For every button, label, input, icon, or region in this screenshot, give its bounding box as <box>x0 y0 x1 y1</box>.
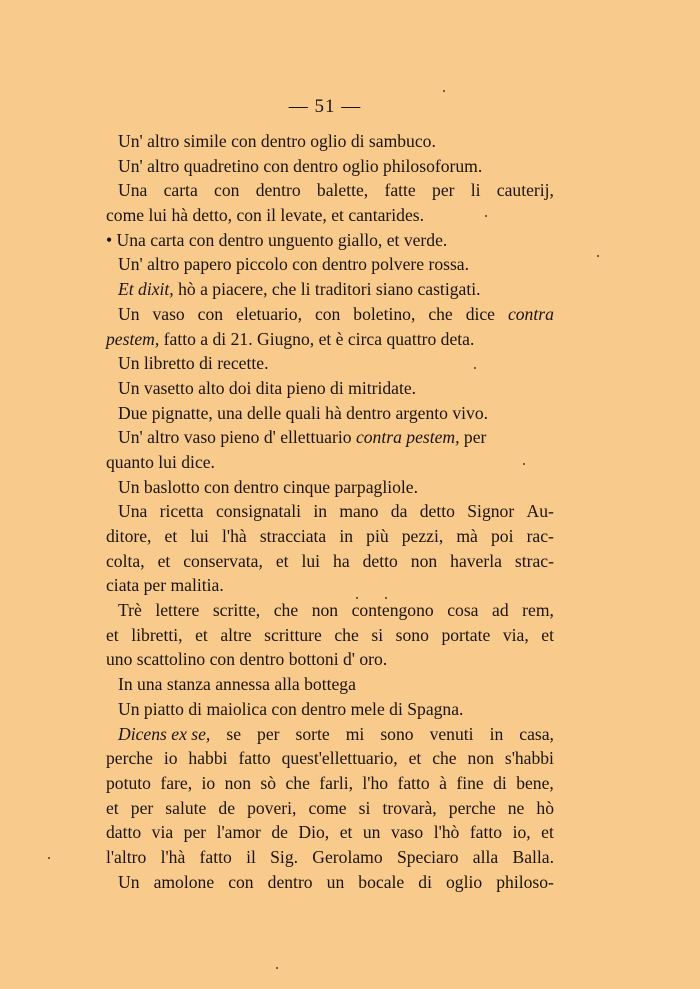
word: trovarà, <box>382 797 437 818</box>
word: poi <box>490 526 514 546</box>
word: et <box>339 822 353 843</box>
line-text: Un' altro vaso pieno d' ellettuario <box>118 427 356 448</box>
word: in <box>489 723 504 744</box>
word: l'amor <box>216 822 261 843</box>
word: fatto <box>469 822 503 843</box>
text-line: Un' altro papero piccolo con dentro polvere rossa. <box>118 254 470 275</box>
italic-text: contra pestem, <box>355 427 460 448</box>
word: ricetta <box>159 501 204 522</box>
print-speck <box>485 215 487 217</box>
word: altre <box>220 624 252 645</box>
word: rem, <box>522 600 554 621</box>
word: portate <box>441 624 491 645</box>
word: con <box>314 303 341 324</box>
word: lui <box>301 550 321 571</box>
print-speck <box>523 463 525 465</box>
text-line <box>106 178 554 203</box>
word: rac- <box>526 526 554 546</box>
word: di <box>493 772 507 793</box>
word: con <box>228 871 254 892</box>
word: et <box>541 624 554 645</box>
word: fare, <box>160 772 193 793</box>
word: poveri, <box>247 797 297 818</box>
word: cauterij, <box>496 180 554 201</box>
word: fatto <box>238 748 271 769</box>
word: io <box>163 748 178 769</box>
print-speck <box>474 367 476 369</box>
print-speck <box>356 597 358 599</box>
word: scritte, <box>212 600 261 621</box>
word: non <box>410 550 438 571</box>
text-line <box>106 302 554 327</box>
text-line: Un vasetto alto doi dita pieno di mitridate. <box>118 377 417 398</box>
text-line: • Una carta con dentro unguento giallo, et verde. <box>106 229 448 250</box>
word: dentro <box>267 871 313 892</box>
word: Balla. <box>512 846 554 867</box>
word: bene, <box>516 772 554 793</box>
text-line: Un piatto di maiolica con dentro mele di Spagna. <box>118 698 464 719</box>
word: amolone <box>153 871 215 892</box>
word: il <box>246 846 256 867</box>
word: che <box>428 303 453 324</box>
word: mi <box>345 723 365 744</box>
word: Sig. <box>270 846 299 867</box>
word: et <box>275 550 289 571</box>
word: ha <box>333 550 350 571</box>
text-line <box>106 845 554 870</box>
word: scritture <box>264 624 322 645</box>
word: l'hò <box>433 822 460 843</box>
word: mà <box>456 526 478 546</box>
text-line: Un' altro quadretino con dentro oglio philosoforum. <box>118 155 483 176</box>
line-text: per <box>459 427 487 448</box>
word: detto <box>419 501 455 522</box>
italic-text: pestem, <box>106 328 160 349</box>
word: in <box>339 526 354 546</box>
word: à <box>439 772 447 793</box>
italic-text: Dicens ex se, <box>118 723 211 744</box>
italic-text: Et dixit, <box>118 279 174 300</box>
text-line: quanto lui dice. <box>106 451 215 472</box>
text-line <box>106 425 554 450</box>
word: Una <box>118 501 148 522</box>
word: in <box>313 501 327 522</box>
word: quest'ellettuario, <box>281 748 398 769</box>
word: et <box>157 550 171 571</box>
word: habbi <box>188 748 228 769</box>
word: non <box>467 748 494 769</box>
word: bocale <box>358 871 405 892</box>
word: l'hà <box>160 846 186 867</box>
word: Una <box>118 180 148 201</box>
word: Speciaro <box>396 846 459 867</box>
word: Trè <box>118 600 142 621</box>
word: Au- <box>526 501 554 522</box>
word: vaso <box>390 822 424 843</box>
word: l'hà <box>222 526 247 546</box>
word: contengono <box>351 600 434 621</box>
word: boletino, <box>353 303 416 324</box>
word: ad <box>492 600 509 621</box>
line-text: hò a piacere, che li traditori siano castigati. <box>173 279 481 300</box>
word: che <box>334 624 359 645</box>
word: balette, <box>316 180 369 201</box>
word: et <box>106 624 119 645</box>
text-line <box>106 598 554 623</box>
word: non <box>224 772 251 793</box>
text-line: Un libretto di recette. <box>118 353 269 374</box>
word: et <box>164 526 178 546</box>
word: fatte <box>384 180 416 201</box>
word: Gerolamo <box>312 846 383 867</box>
word: io <box>201 772 216 793</box>
word: l'ho <box>362 772 389 793</box>
word: philoso- <box>496 871 554 892</box>
word: via, <box>502 624 529 645</box>
word: haverla <box>450 550 502 571</box>
text-line: Due pignatte, una delle quali hà dentro argento vivo. <box>118 402 489 423</box>
text-line <box>106 796 554 821</box>
word: perche <box>106 748 153 769</box>
word: datto <box>106 822 142 843</box>
text-line <box>106 277 554 302</box>
word: ditore, <box>106 526 152 546</box>
text-line <box>106 327 554 352</box>
word: l'altro <box>106 846 147 867</box>
word: fatto <box>199 846 232 867</box>
word: dice <box>465 303 495 324</box>
text-line <box>106 499 554 524</box>
text-line <box>106 549 554 574</box>
text-line <box>106 820 554 845</box>
text-line: In una stanza annessa alla bottega <box>118 674 356 695</box>
word: Dio, <box>298 822 330 843</box>
word: sono <box>380 723 414 744</box>
word: detto <box>362 550 398 571</box>
word: Signor <box>467 501 515 522</box>
print-speck <box>385 597 387 599</box>
word: un <box>326 871 345 892</box>
word: per <box>183 822 207 843</box>
word: via <box>151 822 174 843</box>
word: fine <box>456 772 484 793</box>
word: un <box>362 822 381 843</box>
word: che <box>285 772 310 793</box>
word: cosa <box>447 600 479 621</box>
text-line <box>106 870 554 895</box>
word: conservata, <box>183 550 263 571</box>
print-speck <box>597 255 599 257</box>
word: che <box>273 600 299 621</box>
word: ne <box>507 797 525 818</box>
word: et <box>106 797 119 818</box>
word: se <box>226 723 241 744</box>
word: et <box>195 624 208 645</box>
page-number: — 51 — <box>288 96 362 117</box>
word: non <box>311 600 339 621</box>
word: pezzi, <box>401 526 444 546</box>
word: sono <box>395 624 429 645</box>
text-line <box>106 746 554 771</box>
text-line <box>106 722 554 747</box>
word: sò <box>260 772 277 793</box>
word: come <box>308 797 347 818</box>
word: per <box>432 180 455 201</box>
word: salute <box>165 797 207 818</box>
print-speck <box>276 967 278 969</box>
line-text: fatto a di 21. Giugno, et è circa quattro deta. <box>159 328 475 349</box>
word: colta, <box>106 550 145 571</box>
word: sorte <box>295 723 330 744</box>
word: farli, <box>319 772 353 793</box>
print-speck <box>443 90 445 92</box>
word: alla <box>472 846 499 867</box>
word: io, <box>512 822 531 843</box>
word: hò <box>536 797 554 818</box>
word: Un <box>118 871 140 892</box>
word: per <box>257 723 280 744</box>
word: lui <box>190 526 209 546</box>
word: potuto <box>106 772 151 793</box>
word: perche <box>448 797 496 818</box>
word: et <box>408 748 422 769</box>
word: mano <box>339 501 379 522</box>
text-line: uno scattolino con dentro bottoni d' oro. <box>106 649 388 670</box>
word: si <box>371 624 384 645</box>
word: venuti <box>429 723 474 744</box>
word: fatto <box>397 772 430 793</box>
text-line <box>106 771 554 796</box>
word: Un <box>118 303 140 324</box>
word: si <box>358 797 371 818</box>
word: lettere <box>155 600 200 621</box>
word: dentro <box>255 180 301 201</box>
word: di <box>418 871 432 892</box>
word: casa, <box>519 723 554 744</box>
word: da <box>390 501 408 522</box>
word: oglio <box>446 871 483 892</box>
word: s'habbi <box>504 748 554 769</box>
italic-text: contra <box>507 303 554 324</box>
text-line <box>106 524 554 549</box>
word: li <box>470 180 481 201</box>
text-line: come lui hà detto, con il levate, et cantarides. <box>106 205 425 226</box>
word: de <box>218 797 236 818</box>
word: et <box>541 822 554 843</box>
word: che <box>432 748 457 769</box>
word: eletuario, <box>236 303 302 324</box>
text-block <box>106 129 554 894</box>
word: più <box>366 526 389 546</box>
word: libretti, <box>131 624 183 645</box>
text-line <box>106 623 554 648</box>
text-line: Un' altro simile con dentro oglio di sambuco. <box>118 131 436 151</box>
word: per <box>130 797 154 818</box>
word: strac- <box>514 550 554 571</box>
word: consignatali <box>215 501 301 522</box>
text-line: ciata per malitia. <box>106 575 224 596</box>
text-line: Un baslotto con dentro cinque parpagliole. <box>118 476 418 497</box>
word: con <box>214 180 240 201</box>
print-speck <box>48 857 50 859</box>
word: vaso <box>152 303 185 324</box>
word: stracciata <box>259 526 327 546</box>
word: con <box>197 303 224 324</box>
word: de <box>271 822 288 843</box>
word: carta <box>163 180 198 201</box>
